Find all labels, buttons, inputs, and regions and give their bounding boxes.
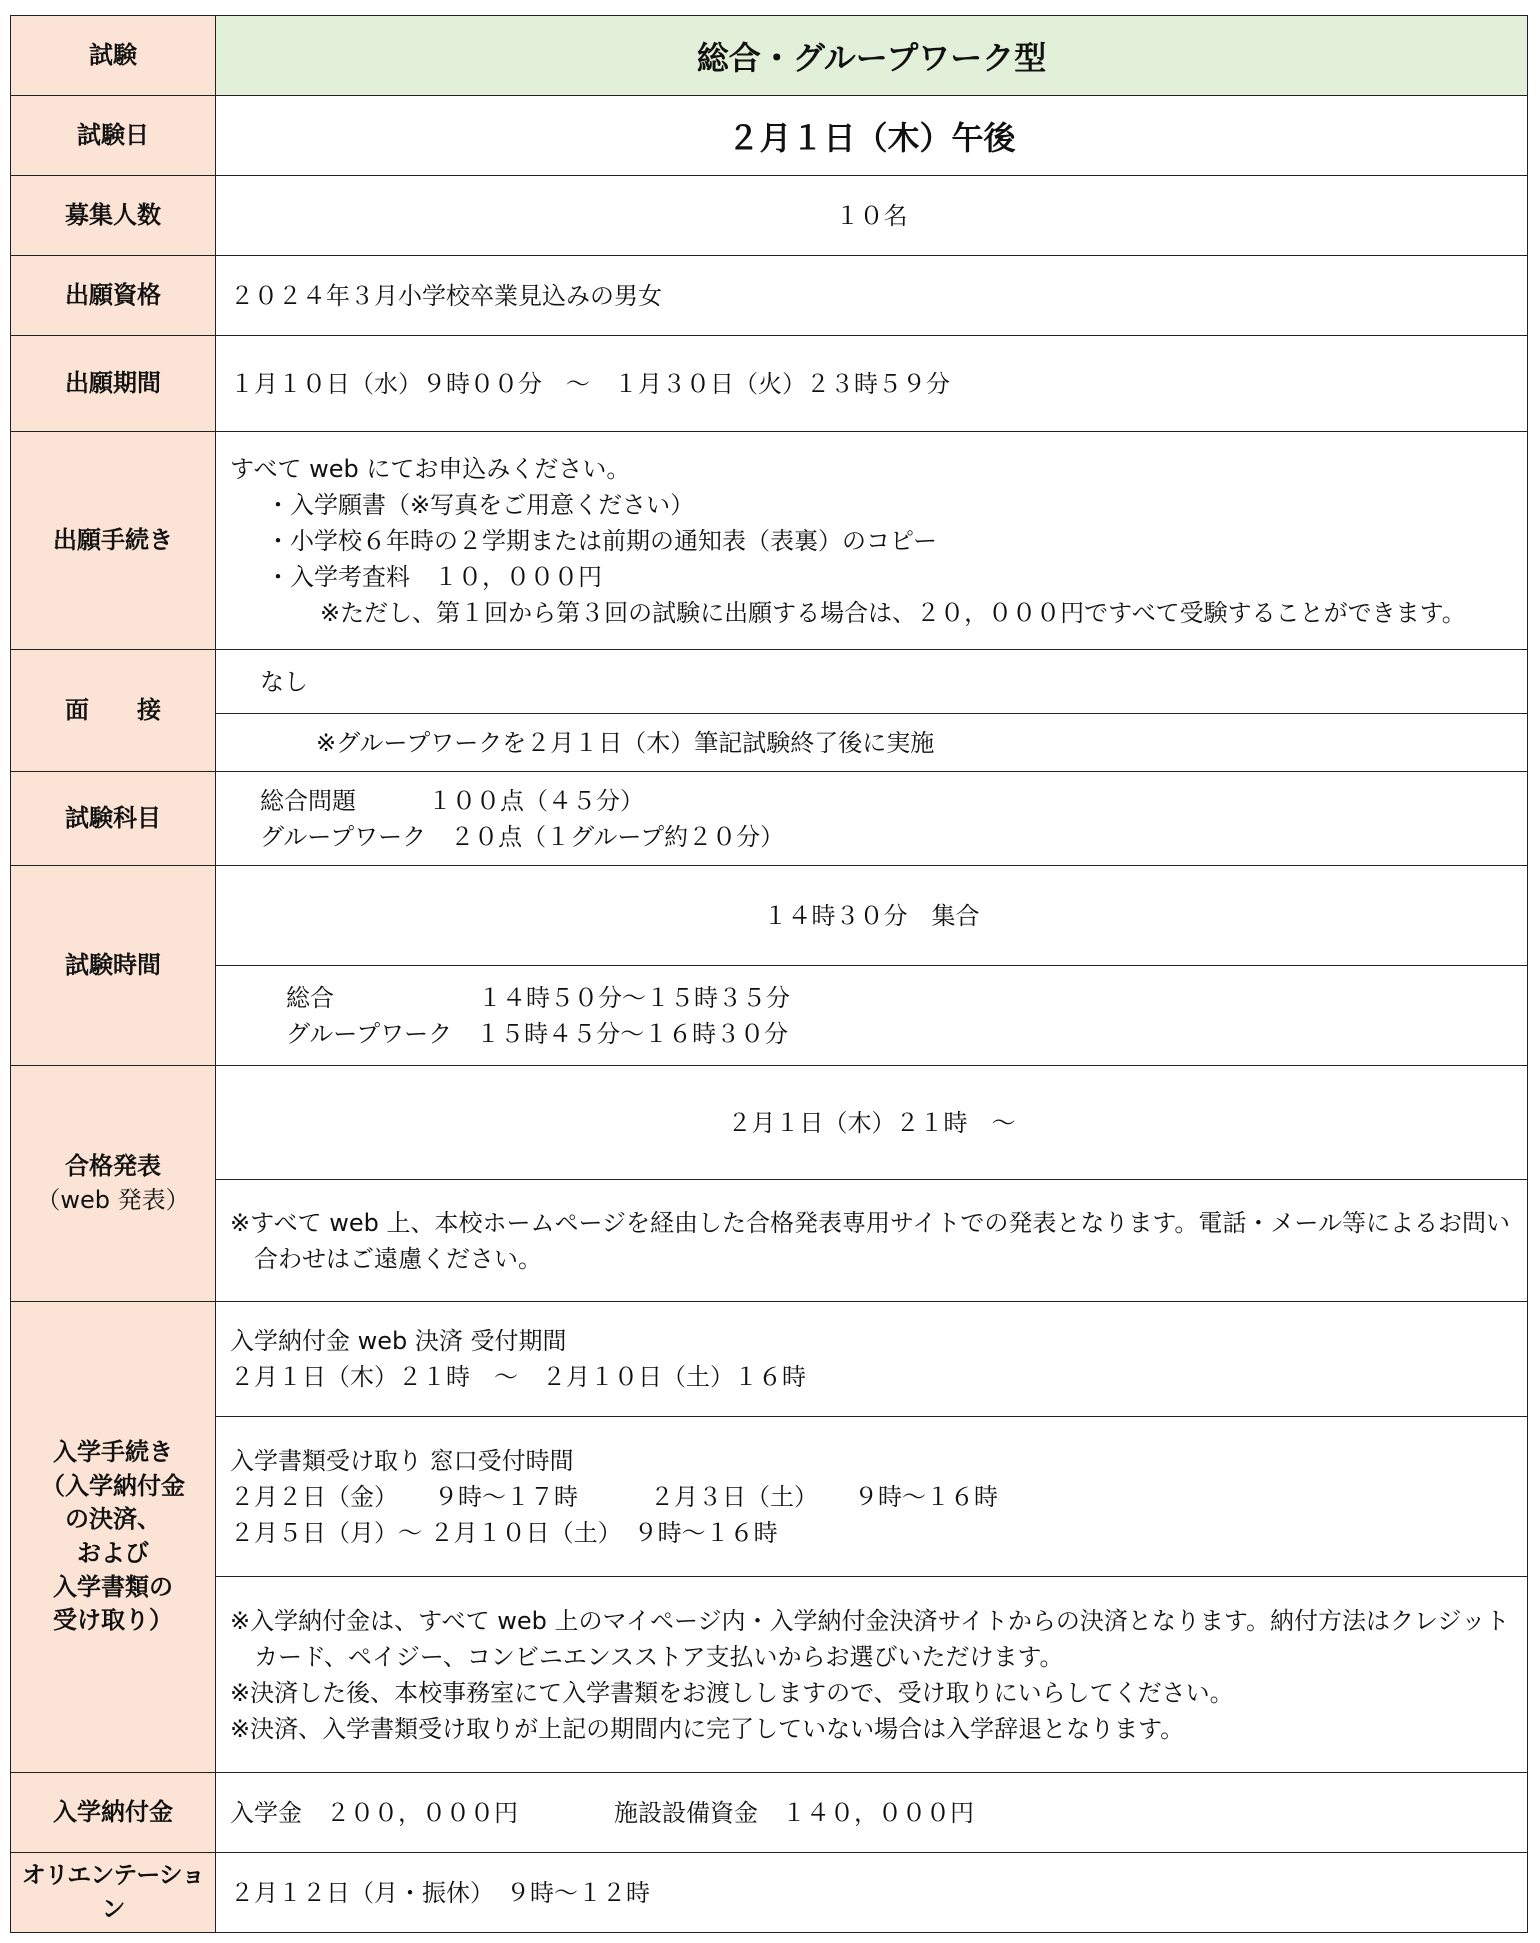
label-capacity: 募集人数: [11, 176, 216, 256]
label-period: 出願期間: [11, 336, 216, 432]
label-enrollment-5: 入学書類の: [53, 1572, 173, 1601]
label-enrollment-6: 受け取り）: [53, 1606, 173, 1635]
documents-pickup: [216, 1417, 1528, 1577]
label-interview: 面 接: [11, 650, 216, 772]
documents-title: 入学書類受け取り 窓口受付時間: [230, 1446, 574, 1475]
row-times-2: [11, 966, 1528, 1066]
procedure-line-4: ・入学考査料 １０，０００円: [266, 562, 602, 591]
enrollment-note-1: ※入学納付金は、すべて web 上のマイページ内・入学納付金決済サイトからの決済となります。納付方法はクレジットカード、ペイジー、コンビニエンスストア支払いからお選びいただけます。: [230, 1606, 1510, 1671]
row-interview-1: [11, 650, 1528, 714]
label-times: 試験時間: [11, 866, 216, 1066]
procedure-line-2: ・入学願書（※写真をご用意ください）: [266, 490, 695, 519]
label-subjects: 試験科目: [11, 772, 216, 866]
enrollment-notes: [216, 1577, 1528, 1773]
row-results-1: [11, 1066, 1528, 1180]
row-enrollment-1: [11, 1302, 1528, 1417]
label-enrollment-3: の決済、: [65, 1505, 161, 1534]
row-eligibility: [11, 256, 1528, 336]
row-capacity: [11, 176, 1528, 256]
label-exam: 試験: [11, 16, 216, 96]
enrollment-note-3: ※決済、入学書類受け取りが上記の期間内に完了していない場合は入学辞退となります。: [230, 1714, 1185, 1743]
eligibility-value: ２０２４年３月小学校卒業見込みの男女: [216, 256, 1528, 336]
payment-period-title: 入学納付金 web 決済 受付期間: [230, 1327, 567, 1355]
subject-line-2: グループワーク ２０点（１グループ約２０分）: [260, 822, 785, 851]
label-fees: 入学納付金: [11, 1773, 216, 1853]
results-note-cell: [216, 1180, 1528, 1302]
procedure-note: ※ただし、第１回から第３回の試験に出願する場合は、２０，０００円ですべて受験することができます。: [320, 598, 1466, 627]
procedure-line-3: ・小学校６年時の２学期または前期の通知表（表裏）のコピー: [266, 526, 938, 555]
subjects-value: [216, 772, 1528, 866]
exam-date-value: ２月１日（木）午後: [216, 96, 1528, 176]
results-date: ２月１日（木）２１時 ～: [216, 1066, 1528, 1180]
label-enrollment: [11, 1302, 216, 1773]
row-period: [11, 336, 1528, 432]
interview-value: なし: [216, 650, 1528, 714]
label-results-line-2: （web 発表）: [36, 1185, 190, 1214]
payment-period: [216, 1302, 1528, 1417]
procedure-value: [216, 432, 1528, 650]
row-interview-2: [11, 714, 1528, 772]
row-times-1: [11, 866, 1528, 966]
capacity-value: １０名: [216, 176, 1528, 256]
row-exam: [11, 16, 1528, 96]
row-fees: [11, 1773, 1528, 1853]
enrollment-note-2: ※決済した後、本校事務室にて入学書類をお渡ししますので、受け取りにいらしてください。: [230, 1678, 1234, 1707]
row-procedure: [11, 432, 1528, 650]
results-note: ※すべて web 上、本校ホームページを経由した合格発表専用サイトでの発表となります。電話・メール等によるお問い合わせはご遠慮ください。: [230, 1208, 1510, 1273]
label-procedure: 出願手続き: [11, 432, 216, 650]
period-value: １月１０日（水）９時００分 ～ １月３０日（火）２３時５９分: [216, 336, 1528, 432]
row-subjects: [11, 772, 1528, 866]
label-enrollment-4: および: [77, 1539, 149, 1567]
documents-time-2: ２月５日（月）～ ２月１０日（土） ９時～１６時: [230, 1518, 778, 1547]
interview-note: ※グループワークを２月１日（木）筆記試験終了後に実施: [216, 714, 1528, 772]
exam-type-value: 総合・グループワーク型: [216, 16, 1528, 96]
label-results: [11, 1066, 216, 1302]
label-exam-date: 試験日: [11, 96, 216, 176]
time-line-2: グループワーク １５時４５分～１６時３０分: [286, 1019, 789, 1048]
subject-line-1: 総合問題 １００点（４５分）: [260, 786, 644, 815]
row-enrollment-3: [11, 1577, 1528, 1773]
label-enrollment-1: 入学手続き: [53, 1438, 173, 1467]
row-orientation: [11, 1853, 1528, 1933]
exam-info-table: [10, 15, 1528, 1933]
fees-value: 入学金 ２００，０００円 施設設備資金 １４０，０００円: [216, 1773, 1528, 1853]
times-schedule: [216, 966, 1528, 1066]
label-eligibility: 出願資格: [11, 256, 216, 336]
orientation-value: ２月１２日（月・振休） ９時～１２時: [216, 1853, 1528, 1933]
documents-time-1: ２月２日（金） ９時～１７時 ２月３日（土） ９時～１６時: [230, 1482, 998, 1511]
label-results-line-1: 合格発表: [65, 1151, 161, 1180]
row-exam-date: [11, 96, 1528, 176]
payment-period-range: ２月１日（木）２１時 ～ ２月１０日（土）１６時: [230, 1363, 806, 1391]
procedure-line-1: すべて web にてお申込みください。: [230, 454, 631, 483]
gather-time: １４時３０分 集合: [216, 866, 1528, 966]
label-enrollment-2: （入学納付金: [41, 1471, 185, 1500]
time-line-1: 総合 １４時５０分～１５時３５分: [286, 983, 790, 1012]
row-enrollment-2: [11, 1417, 1528, 1577]
label-orientation: オリエンテーション: [11, 1853, 216, 1933]
row-results-2: [11, 1180, 1528, 1302]
